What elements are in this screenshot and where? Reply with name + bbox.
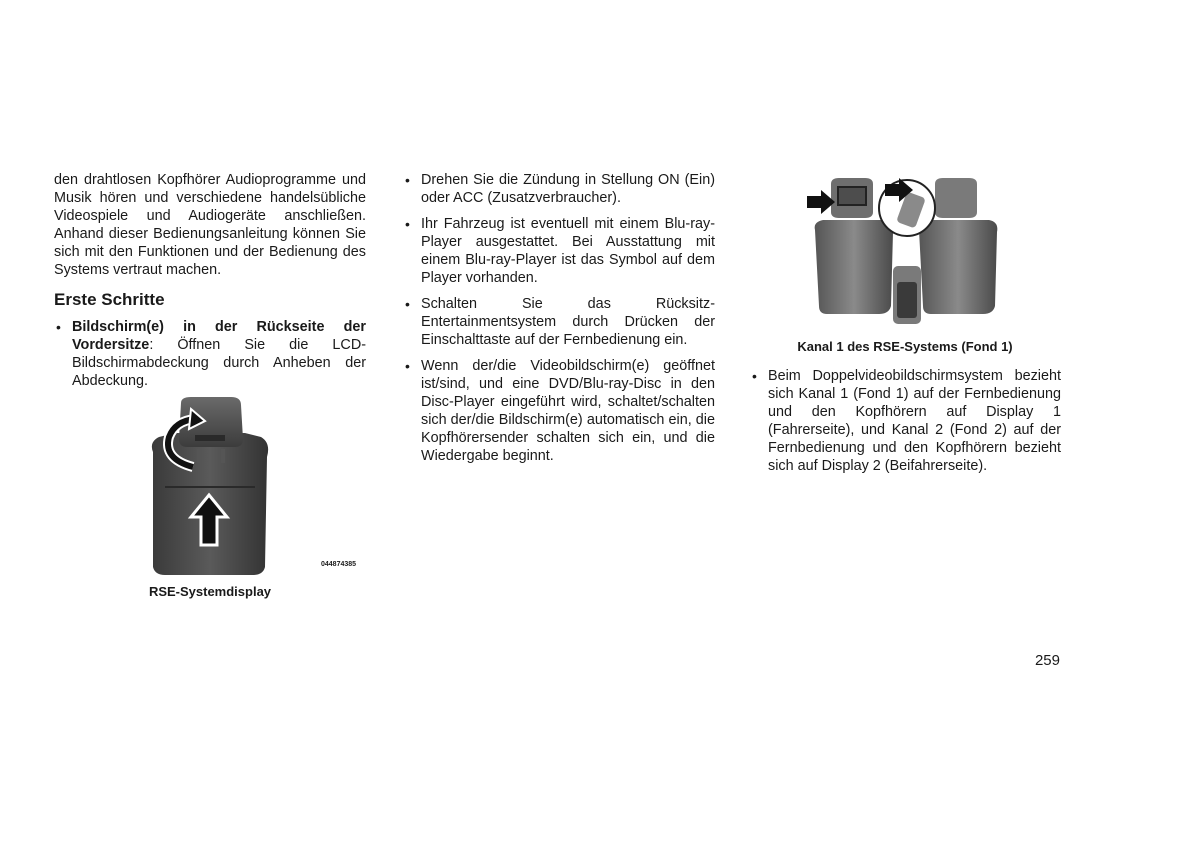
list-item <box>403 171 715 207</box>
first-steps-list <box>54 318 366 390</box>
bullet-text: : Öffnen Sie die LCD-Bildschirmabdeckung durch Anheben der Abdeckung. <box>72 337 366 389</box>
section-heading: Erste Schritte <box>54 290 165 309</box>
figure-caption: RSE-Systemdisplay <box>148 584 272 599</box>
steps-list <box>403 171 715 465</box>
dual-seat-figure <box>805 178 1063 330</box>
list-item-text: Schalten Sie das Rücksitz-Entertainmentsystem durch Drücken der Einschalttaste auf der Fernbedienung ein. <box>421 296 715 348</box>
list-item-text: Drehen Sie die Zündung in Stellung ON (Ein) oder ACC (Zusatzverbraucher). <box>421 172 715 206</box>
bullet-icon: • <box>56 319 61 335</box>
list-item-text: Wenn der/die Videobildschirm(e) geöffnet ist/sind, und eine DVD/Blu-ray-Disc in den Disc-Player eingeführt wird, schaltet/schalten sich der/die Bildschirm(e) automatisch ein, die Kopfhörersender schalten sich ein, und die Wiedergabe beginnt. <box>421 358 715 464</box>
figure-caption: Kanal 1 des RSE-Systems (Fond 1) <box>797 339 1013 354</box>
bullet-bold-text: Bildschirm(e) in der Rückseite der Vordersitze <box>72 319 366 353</box>
bullet-icon: • <box>405 172 410 188</box>
figure-code: 044874385 <box>321 561 357 568</box>
bullet-icon: • <box>405 216 410 232</box>
seat-display-illustration <box>145 397 365 577</box>
list-item <box>403 295 715 349</box>
list-item <box>403 357 715 465</box>
page-number: 259 <box>1034 652 1060 669</box>
bullet-icon: • <box>405 296 410 312</box>
bullet-icon: • <box>405 358 410 374</box>
list-item-text: Beim Doppelvideobildschirmsystem bezieht sich Kanal 1 (Fond 1) auf der Fernbedienung und den Kopfhörern auf Display 1 (Fahrerseite), und Kanal 2 (Fond 2) auf der Fernbedienung und den Kopfhörern bezieht sich auf Display 2 (Beifahrerseite). <box>768 368 1061 474</box>
intro-paragraph: den drahtlosen Kopfhörer Audioprogramme und Musik hören und verschiedene handelsübliche Videospiele und Audiogeräte anschließen. Anhand dieser Bedienungsanleitung können Sie sich mit den Funktionen und der Bedienung des Systems vertraut machen. <box>54 172 366 278</box>
list-item <box>54 318 366 390</box>
seat-display-figure <box>145 397 365 577</box>
list-item <box>750 367 1061 475</box>
bullet-icon: • <box>752 368 757 384</box>
list-item-text: Ihr Fahrzeug ist eventuell mit einem Blu-ray-Player ausgestattet. Bei Ausstattung mit einem Blu-ray-Player ist das Symbol auf dem Player vorhanden. <box>421 216 715 286</box>
dual-seat-illustration <box>805 178 1063 330</box>
middle-column <box>403 171 715 473</box>
left-column <box>54 171 366 279</box>
right-column <box>750 367 1061 475</box>
list-item <box>403 215 715 287</box>
